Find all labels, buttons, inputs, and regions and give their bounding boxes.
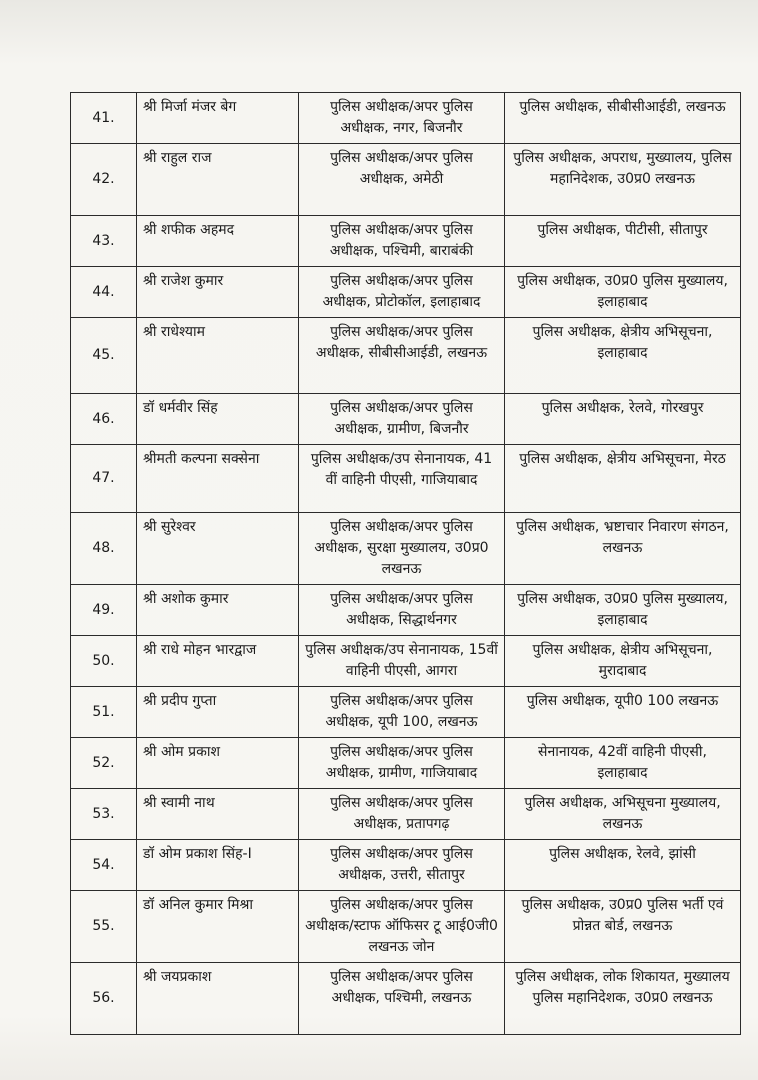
new-posting-cell: सेनानायक, 42वीं वाहिनी पीएसी, इलाहाबाद bbox=[505, 738, 741, 789]
officer-name-cell: श्री राधेश्याम bbox=[137, 318, 299, 394]
serial-number-cell: 45. bbox=[71, 318, 137, 394]
new-posting-cell: पुलिस अधीक्षक, रेलवे, झांसी bbox=[505, 840, 741, 891]
current-posting-cell: पुलिस अधीक्षक/अपर पुलिस अधीक्षक, प्रतापगढ़ bbox=[299, 789, 505, 840]
officer-name-cell: डॉ धर्मवीर सिंह bbox=[137, 394, 299, 445]
serial-number-cell: 53. bbox=[71, 789, 137, 840]
new-posting-cell: पुलिस अधीक्षक, उ0प्र0 पुलिस मुख्यालय, इलाहाबाद bbox=[505, 585, 741, 636]
serial-number-cell: 56. bbox=[71, 963, 137, 1035]
current-posting-cell: पुलिस अधीक्षक/अपर पुलिस अधीक्षक, उत्तरी, सीतापुर bbox=[299, 840, 505, 891]
new-posting-cell: पुलिस अधीक्षक, रेलवे, गोरखपुर bbox=[505, 394, 741, 445]
serial-number-cell: 51. bbox=[71, 687, 137, 738]
current-posting-cell: पुलिस अधीक्षक/अपर पुलिस अधीक्षक, ग्रामीण, गाजियाबाद bbox=[299, 738, 505, 789]
serial-number-cell: 46. bbox=[71, 394, 137, 445]
table-row bbox=[71, 394, 741, 445]
officer-name-cell: श्री सुरेश्वर bbox=[137, 513, 299, 585]
current-posting-cell: पुलिस अधीक्षक/अपर पुलिस अधीक्षक, सीबीसीआईडी, लखनऊ bbox=[299, 318, 505, 394]
current-posting-cell: पुलिस अधीक्षक/उप सेनानायक, 15वीं वाहिनी पीएसी, आगरा bbox=[299, 636, 505, 687]
table-row bbox=[71, 738, 741, 789]
current-posting-cell: पुलिस अधीक्षक/अपर पुलिस अधीक्षक, प्रोटोकॉल, इलाहाबाद bbox=[299, 267, 505, 318]
current-posting-cell: पुलिस अधीक्षक/अपर पुलिस अधीक्षक, पश्चिमी, लखनऊ bbox=[299, 963, 505, 1035]
officer-name-cell: श्री मिर्जा मंजर बेग bbox=[137, 93, 299, 144]
table-row bbox=[71, 216, 741, 267]
serial-number-cell: 41. bbox=[71, 93, 137, 144]
table-row bbox=[71, 636, 741, 687]
new-posting-cell: पुलिस अधीक्षक, उ0प्र0 पुलिस मुख्यालय, इलाहाबाद bbox=[505, 267, 741, 318]
current-posting-cell: पुलिस अधीक्षक/अपर पुलिस अधीक्षक, पश्चिमी, बाराबंकी bbox=[299, 216, 505, 267]
serial-number-cell: 43. bbox=[71, 216, 137, 267]
table-row bbox=[71, 513, 741, 585]
new-posting-cell: पुलिस अधीक्षक, अभिसूचना मुख्यालय, लखनऊ bbox=[505, 789, 741, 840]
new-posting-cell: पुलिस अधीक्षक, क्षेत्रीय अभिसूचना, इलाहाबाद bbox=[505, 318, 741, 394]
officer-name-cell: श्री प्रदीप गुप्ता bbox=[137, 687, 299, 738]
officer-name-cell: श्री शफीक अहमद bbox=[137, 216, 299, 267]
new-posting-cell: पुलिस अधीक्षक, उ0प्र0 पुलिस भर्ती एवं प्रोन्नत बोर्ड, लखनऊ bbox=[505, 891, 741, 963]
current-posting-cell: पुलिस अधीक्षक/अपर पुलिस अधीक्षक, नगर, बिजनौर bbox=[299, 93, 505, 144]
current-posting-cell: पुलिस अधीक्षक/अपर पुलिस अधीक्षक/स्टाफ ऑफिसर टू आई0जी0 लखनऊ जोन bbox=[299, 891, 505, 963]
officer-name-cell: श्री राहुल राज bbox=[137, 144, 299, 216]
new-posting-cell: पुलिस अधीक्षक, पीटीसी, सीतापुर bbox=[505, 216, 741, 267]
officer-name-cell: श्री राजेश कुमार bbox=[137, 267, 299, 318]
serial-number-cell: 49. bbox=[71, 585, 137, 636]
table-row bbox=[71, 891, 741, 963]
officer-name-cell: डॉ अनिल कुमार मिश्रा bbox=[137, 891, 299, 963]
table-row bbox=[71, 445, 741, 513]
table-row bbox=[71, 963, 741, 1035]
serial-number-cell: 52. bbox=[71, 738, 137, 789]
transfer-list-table bbox=[70, 92, 741, 1035]
officer-name-cell: डॉ ओम प्रकाश सिंह-I bbox=[137, 840, 299, 891]
new-posting-cell: पुलिस अधीक्षक, यूपी0 100 लखनऊ bbox=[505, 687, 741, 738]
serial-number-cell: 54. bbox=[71, 840, 137, 891]
new-posting-cell: पुलिस अधीक्षक, सीबीसीआईडी, लखनऊ bbox=[505, 93, 741, 144]
new-posting-cell: पुलिस अधीक्षक, अपराध, मुख्यालय, पुलिस महानिदेशक, उ0प्र0 लखनऊ bbox=[505, 144, 741, 216]
new-posting-cell: पुलिस अधीक्षक, लोक शिकायत, मुख्यालय पुलिस महानिदेशक, उ0प्र0 लखनऊ bbox=[505, 963, 741, 1035]
new-posting-cell: पुलिस अधीक्षक, क्षेत्रीय अभिसूचना, मुरादाबाद bbox=[505, 636, 741, 687]
table-row bbox=[71, 267, 741, 318]
serial-number-cell: 44. bbox=[71, 267, 137, 318]
current-posting-cell: पुलिस अधीक्षक/उप सेनानायक, 41 वीं वाहिनी पीएसी, गाजियाबाद bbox=[299, 445, 505, 513]
current-posting-cell: पुलिस अधीक्षक/अपर पुलिस अधीक्षक, अमेठी bbox=[299, 144, 505, 216]
officer-name-cell: श्री राधे मोहन भारद्वाज bbox=[137, 636, 299, 687]
officer-name-cell: श्री स्वामी नाथ bbox=[137, 789, 299, 840]
current-posting-cell: पुलिस अधीक्षक/अपर पुलिस अधीक्षक, सुरक्षा मुख्यालय, उ0प्र0 लखनऊ bbox=[299, 513, 505, 585]
officer-name-cell: श्री अशोक कुमार bbox=[137, 585, 299, 636]
new-posting-cell: पुलिस अधीक्षक, क्षेत्रीय अभिसूचना, मेरठ bbox=[505, 445, 741, 513]
table-row bbox=[71, 318, 741, 394]
current-posting-cell: पुलिस अधीक्षक/अपर पुलिस अधीक्षक, सिद्धार्थनगर bbox=[299, 585, 505, 636]
table-row bbox=[71, 93, 741, 144]
table-row bbox=[71, 144, 741, 216]
table-row bbox=[71, 585, 741, 636]
table-body bbox=[71, 93, 741, 1035]
table-row bbox=[71, 789, 741, 840]
table-row bbox=[71, 687, 741, 738]
serial-number-cell: 42. bbox=[71, 144, 137, 216]
current-posting-cell: पुलिस अधीक्षक/अपर पुलिस अधीक्षक, ग्रामीण, बिजनौर bbox=[299, 394, 505, 445]
serial-number-cell: 47. bbox=[71, 445, 137, 513]
serial-number-cell: 48. bbox=[71, 513, 137, 585]
table-row bbox=[71, 840, 741, 891]
officer-name-cell: श्री ओम प्रकाश bbox=[137, 738, 299, 789]
serial-number-cell: 55. bbox=[71, 891, 137, 963]
current-posting-cell: पुलिस अधीक्षक/अपर पुलिस अधीक्षक, यूपी 100, लखनऊ bbox=[299, 687, 505, 738]
officer-name-cell: श्रीमती कल्पना सक्सेना bbox=[137, 445, 299, 513]
new-posting-cell: पुलिस अधीक्षक, भ्रष्टाचार निवारण संगठन, लखनऊ bbox=[505, 513, 741, 585]
officer-name-cell: श्री जयप्रकाश bbox=[137, 963, 299, 1035]
serial-number-cell: 50. bbox=[71, 636, 137, 687]
